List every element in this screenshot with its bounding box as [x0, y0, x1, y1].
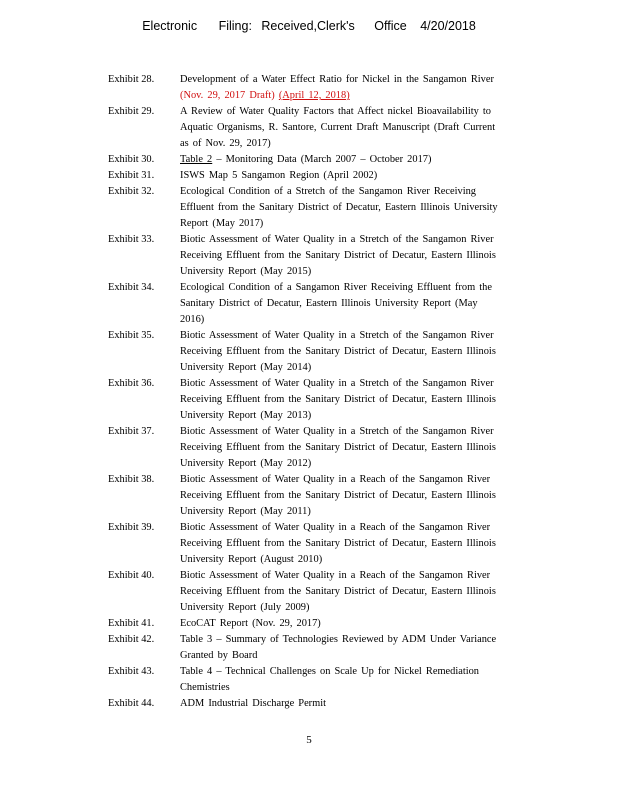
exhibit-entry: [108, 72, 530, 104]
exhibit-entry: [108, 520, 530, 568]
exhibit-line: Receiving Effluent from the Sanitary District of Decatur, Eastern Illinois: [180, 586, 496, 597]
exhibit-description: [180, 664, 530, 696]
exhibit-line: 2016): [180, 314, 205, 325]
exhibit-line: Receiving Effluent from the Sanitary District of Decatur, Eastern Illinois: [180, 250, 496, 261]
exhibit-line: Chemistries: [180, 682, 230, 693]
exhibit-entry: [108, 664, 530, 696]
exhibit-revision-line: [180, 88, 530, 104]
exhibit-line: Receiving Effluent from the Sanitary District of Decatur, Eastern Illinois: [180, 442, 496, 453]
exhibit-line: University Report (May 2011): [180, 506, 311, 517]
exhibit-entry: [108, 472, 530, 520]
exhibit-entry: [108, 696, 530, 712]
exhibit-line: Development of a Water Effect Ratio for Nickel in the Sangamon River: [180, 74, 494, 85]
exhibit-entry: [108, 632, 530, 664]
exhibit-description: [180, 424, 530, 472]
electronic-filing-header: [0, 19, 618, 33]
exhibit-entry: [108, 168, 530, 184]
header-date: 4/20/2018: [420, 19, 476, 33]
exhibit-line: [180, 152, 530, 168]
exhibit-label: Exhibit 32.: [108, 186, 155, 197]
exhibit-line: Report (May 2017): [180, 218, 264, 229]
exhibit-entry: [108, 328, 530, 376]
exhibit-line: Biotic Assessment of Water Quality in a Stretch of the Sangamon River: [180, 330, 494, 341]
exhibit-label: Exhibit 43.: [108, 666, 155, 677]
exhibit-line: University Report (August 2010): [180, 554, 323, 565]
exhibit-line: Table 4 – Technical Challenges on Scale Up for Nickel Remediation: [180, 666, 480, 677]
exhibit-line: University Report (May 2012): [180, 458, 312, 469]
exhibit-list: [108, 72, 530, 712]
header-office: Office: [374, 19, 407, 33]
exhibit-line: Receiving Effluent from the Sanitary District of Decatur, Eastern Illinois: [180, 490, 496, 501]
exhibit-description: [180, 632, 530, 664]
exhibit-line: Ecological Condition of a Stretch of the Sangamon River Receiving: [180, 186, 477, 197]
exhibit-description: [180, 232, 530, 280]
exhibit-label: Exhibit 35.: [108, 330, 155, 341]
exhibit-label: Exhibit 36.: [108, 378, 155, 389]
exhibit-description: [180, 616, 530, 632]
exhibit-label: Exhibit 40.: [108, 570, 155, 581]
exhibit-description: [180, 152, 530, 168]
exhibit-line: Biotic Assessment of Water Quality in a Reach of the Sangamon River: [180, 570, 491, 581]
exhibit-line: Aquatic Organisms, R. Santore, Current Draft Manuscript (Draft Current: [180, 122, 496, 133]
exhibit-description: [180, 328, 530, 376]
exhibit-label: Exhibit 38.: [108, 474, 155, 485]
exhibit-line: University Report (May 2015): [180, 266, 312, 277]
exhibit-line: University Report (May 2014): [180, 362, 312, 373]
exhibit-line: Biotic Assessment of Water Quality in a Reach of the Sangamon River: [180, 522, 491, 533]
exhibit-entry: [108, 232, 530, 280]
table-reference: Table 2: [180, 154, 213, 165]
exhibit-label: Exhibit 44.: [108, 698, 155, 709]
exhibit-line: Biotic Assessment of Water Quality in a Stretch of the Sangamon River: [180, 426, 494, 437]
exhibit-line: ADM Industrial Discharge Permit: [180, 698, 327, 709]
exhibit-description: [180, 280, 530, 328]
exhibit-description: [180, 104, 530, 152]
exhibit-line: University Report (May 2013): [180, 410, 312, 421]
exhibit-description: [180, 568, 530, 616]
exhibit-line: Granted by Board: [180, 650, 258, 661]
exhibit-label: Exhibit 39.: [108, 522, 155, 533]
revision-inserted-date: (April 12, 2018): [278, 90, 350, 101]
exhibit-line: EcoCAT Report (Nov. 29, 2017): [180, 618, 321, 629]
page-number: 5: [306, 734, 312, 746]
header-filing: Filing:: [218, 19, 252, 33]
exhibit-label: Exhibit 31.: [108, 170, 155, 181]
exhibit-label: Exhibit 34.: [108, 282, 155, 293]
exhibit-description: [180, 376, 530, 424]
exhibit-line: Receiving Effluent from the Sanitary District of Decatur, Eastern Illinois: [180, 346, 496, 357]
exhibit-label: Exhibit 30.: [108, 154, 155, 165]
exhibit-line: ISWS Map 5 Sangamon Region (April 2002): [180, 170, 378, 181]
exhibit-line: Effluent from the Sanitary District of Decatur, Eastern Illinois University: [180, 202, 498, 213]
exhibit-entry: [108, 104, 530, 152]
exhibit-description: [180, 72, 530, 104]
exhibit-label: Exhibit 29.: [108, 106, 155, 117]
exhibit-label: Exhibit 37.: [108, 426, 155, 437]
exhibit-description: [180, 520, 530, 568]
exhibit-label: Exhibit 41.: [108, 618, 155, 629]
exhibit-line: Ecological Condition of a Sangamon River Receiving Effluent from the: [180, 282, 492, 293]
header-received-clerks: Received,Clerk's: [261, 19, 355, 33]
exhibit-line: Biotic Assessment of Water Quality in a Stretch of the Sangamon River: [180, 378, 494, 389]
exhibit-line: Biotic Assessment of Water Quality in a Reach of the Sangamon River: [180, 474, 491, 485]
exhibit-line-rest: – Monitoring Data (March 2007 – October 2017): [212, 154, 432, 165]
exhibit-description: [180, 184, 530, 232]
header-electronic: Electronic: [142, 19, 198, 33]
exhibit-description: [180, 168, 530, 184]
exhibit-entry: [108, 280, 530, 328]
exhibit-line: A Review of Water Quality Factors that Affect nickel Bioavailability to: [180, 106, 491, 117]
exhibit-entry: [108, 616, 530, 632]
exhibit-line: Biotic Assessment of Water Quality in a Stretch of the Sangamon River: [180, 234, 494, 245]
exhibit-description: [180, 696, 530, 712]
exhibit-label: Exhibit 33.: [108, 234, 155, 245]
exhibit-label: Exhibit 42.: [108, 634, 155, 645]
exhibit-line: Sanitary District of Decatur, Eastern Illinois University Report (May: [180, 298, 478, 309]
exhibit-description: [180, 472, 530, 520]
exhibit-entry: [108, 568, 530, 616]
exhibit-entry: [108, 152, 530, 168]
exhibit-entry: [108, 376, 530, 424]
revision-deleted-date: (Nov. 29, 2017 Draft): [180, 90, 275, 101]
exhibit-line: University Report (July 2009): [180, 602, 310, 613]
exhibit-entry: [108, 184, 530, 232]
exhibit-label: Exhibit 28.: [108, 74, 155, 85]
exhibit-line: Table 3 – Summary of Technologies Reviewed by ADM Under Variance: [180, 634, 497, 645]
exhibit-line: as of Nov. 29, 2017): [180, 138, 271, 149]
exhibit-line: Receiving Effluent from the Sanitary District of Decatur, Eastern Illinois: [180, 538, 496, 549]
exhibit-entry: [108, 424, 530, 472]
exhibit-line: Receiving Effluent from the Sanitary District of Decatur, Eastern Illinois: [180, 394, 496, 405]
